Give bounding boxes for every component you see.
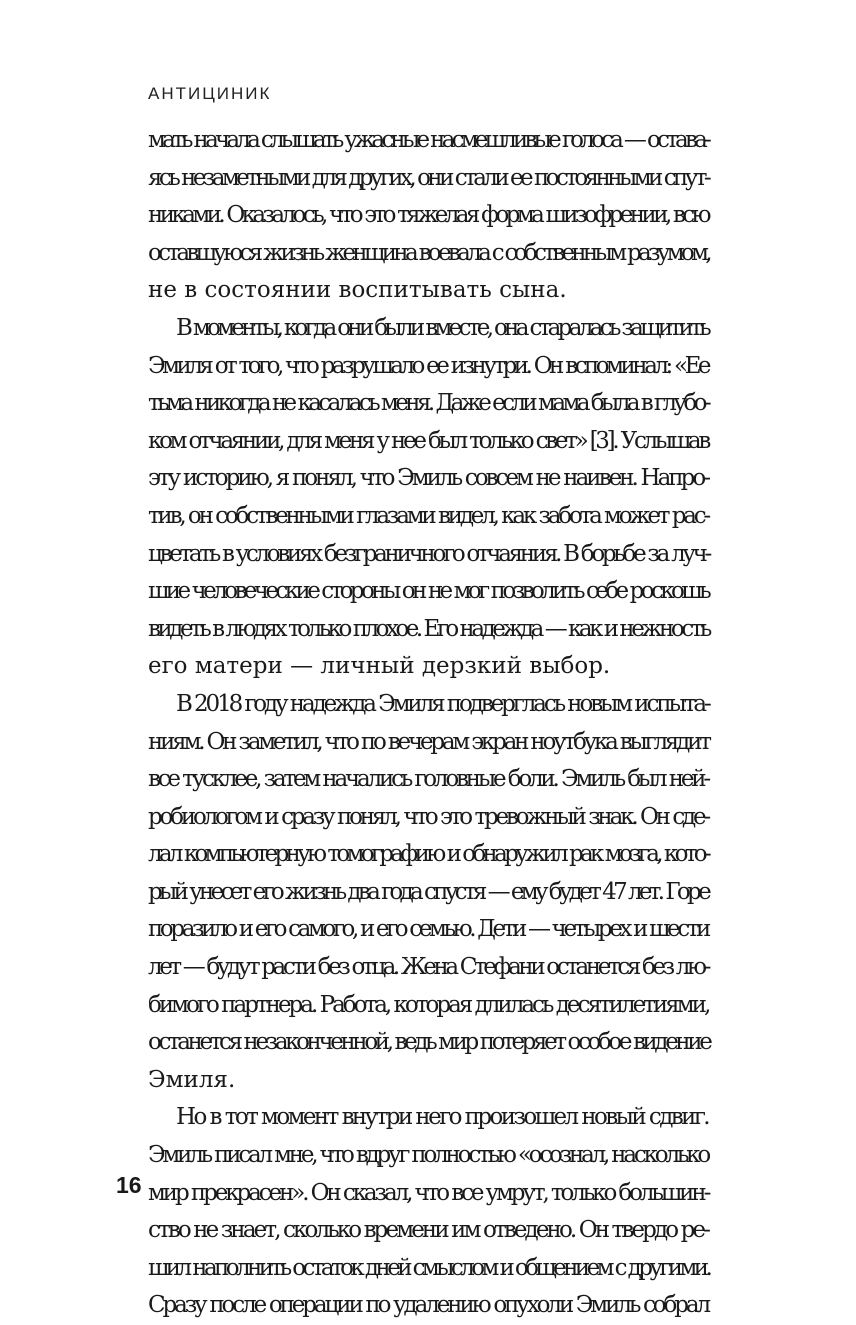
text-line: ком отчаянии, для меня у нее был только свет» [3]. Услышав	[148, 427, 708, 454]
text-line: лет — будут расти без отца. Жена Стефани останется без лю-	[148, 954, 708, 981]
text-line: останется незаконченной, ведь мир потеряет особое видение	[148, 1029, 710, 1056]
text-line: Эмиля.	[148, 1066, 236, 1093]
text-line: рый унесет его жизнь два года спустя — ему будет 47 лет. Горе	[148, 878, 708, 905]
running-head: АНТИЦИНИК	[148, 84, 272, 103]
text-line: шил наполнить остаток дней смыслом и общением с другими.	[148, 1254, 710, 1281]
text-line: шие человеческие стороны он не мог позволить себе роскошь	[148, 578, 708, 605]
text-line: ство не знает, сколько времени им отведено. Он твердо ре-	[148, 1217, 708, 1244]
text-line: тив, он собственными глазами видел, как забота может рас-	[148, 502, 708, 529]
text-line: робиологом и сразу понял, что это тревожный знак. Он сде-	[148, 803, 708, 830]
text-line: видеть в людях только плохое. Его надежда — как и нежность	[148, 615, 709, 642]
text-line: ясь незаметными для других, они стали ее постоянными спут-	[148, 164, 708, 191]
text-line: Но в тот момент внутри него произошел новый сдвиг.	[176, 1104, 708, 1131]
text-line: никами. Оказалось, что это тяжелая форма шизофрении, всю	[148, 202, 708, 229]
body-text	[148, 122, 708, 1325]
text-line: цветать в условиях безграничного отчаяния. В борьбе за луч-	[148, 540, 709, 567]
text-line: Эмиля от того, что разрушало ее изнутри. Он вспоминал: «Ее	[148, 352, 708, 379]
text-line: Сразу после операции по удалению опухоли Эмиль собрал	[148, 1292, 708, 1319]
text-line: лал компьютерную томографию и обнаружил рак мозга, кото-	[148, 841, 708, 868]
text-line: В 2018 году надежда Эмиля подверглась новым испыта-	[176, 690, 709, 717]
page-number: 16	[116, 1172, 142, 1198]
text-line: Эмиль писал мне, что вдруг полностью «осознал, насколько	[148, 1142, 708, 1169]
text-line: бимого партнера. Работа, которая длилась десятилетиями,	[148, 991, 709, 1018]
text-line: поразило и его самого, и его семью. Дети — четырех и шести	[148, 916, 708, 943]
text-line: мать начала слышать ужасные насмешливые голоса — остава-	[148, 127, 708, 153]
text-line: В моменты, когда они были вместе, она старалась защитить	[176, 314, 708, 341]
text-line: эту историю, я понял, что Эмиль совсем не наивен. Напро-	[148, 465, 708, 492]
text-line: все тусклее, затем начались головные боли. Эмиль был ней-	[148, 766, 708, 793]
text-line: оставшуюся жизнь женщина воевала с собственным разумом,	[148, 239, 709, 266]
text-line: тьма никогда не касалась меня. Даже если мама была в глубо-	[148, 390, 708, 417]
text-line: не в состоянии воспитывать сына.	[148, 277, 567, 304]
text-line: ниям. Он заметил, что по вечерам экран ноутбука выглядит	[148, 728, 709, 755]
text-line: его матери — личный дерзкий выбор.	[148, 653, 611, 680]
text-line: мир прекрасен». Он сказал, что все умрут, только большин-	[148, 1179, 709, 1206]
